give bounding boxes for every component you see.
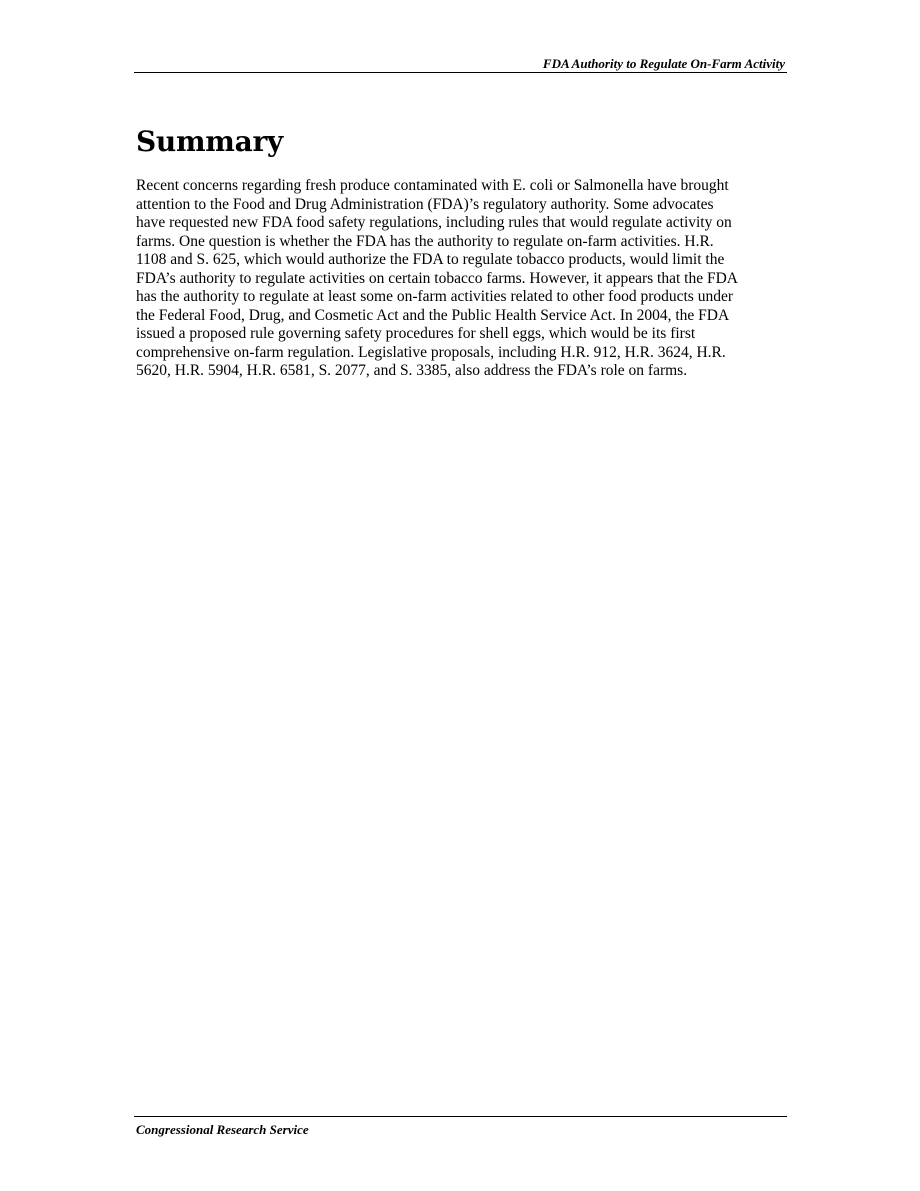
running-footer (134, 1116, 787, 1137)
summary-line: issued a proposed rule governing safety procedures for shell eggs, which would be its first (136, 325, 696, 342)
summary-line: has the authority to regulate at least some on-farm activities related to other food products under (136, 288, 733, 305)
summary-line: have requested new FDA food safety regulations, including rules that would regulate activity on (136, 214, 732, 231)
summary-line: farms. One question is whether the FDA has the authority to regulate on-farm activities. H.R. (136, 232, 714, 250)
summary-line: comprehensive on-farm regulation. Legislative proposals, including H.R. 912, H.R. 3624, H.R. (136, 343, 726, 361)
summary-line: the Federal Food, Drug, and Cosmetic Act and the Public Health Service Act. In 2004, the FDA (136, 306, 730, 324)
summary-line: 5620, H.R. 5904, H.R. 6581, S. 2077, and S. 3385, also address the FDA’s role on farms. (136, 362, 688, 379)
summary-line: attention to the Food and Drug Administration (FDA)’s regulatory authority. Some advocates (136, 195, 714, 213)
running-header (134, 55, 787, 73)
section-title: Summary (136, 125, 283, 158)
summary-line: 1108 and S. 625, which would authorize the FDA to regulate tobacco products, would limit the (136, 251, 725, 268)
summary-line: FDA’s authority to regulate activities on certain tobacco farms. However, it appears that the FDA (136, 269, 738, 287)
running-header-title: FDA Authority to Regulate On-Farm Activity (542, 56, 785, 71)
summary-line: Recent concerns regarding fresh produce contaminated with E. coli or Salmonella have brought (136, 177, 729, 194)
summary-paragraph (136, 177, 787, 381)
footer-source: Congressional Research Service (136, 1122, 309, 1137)
